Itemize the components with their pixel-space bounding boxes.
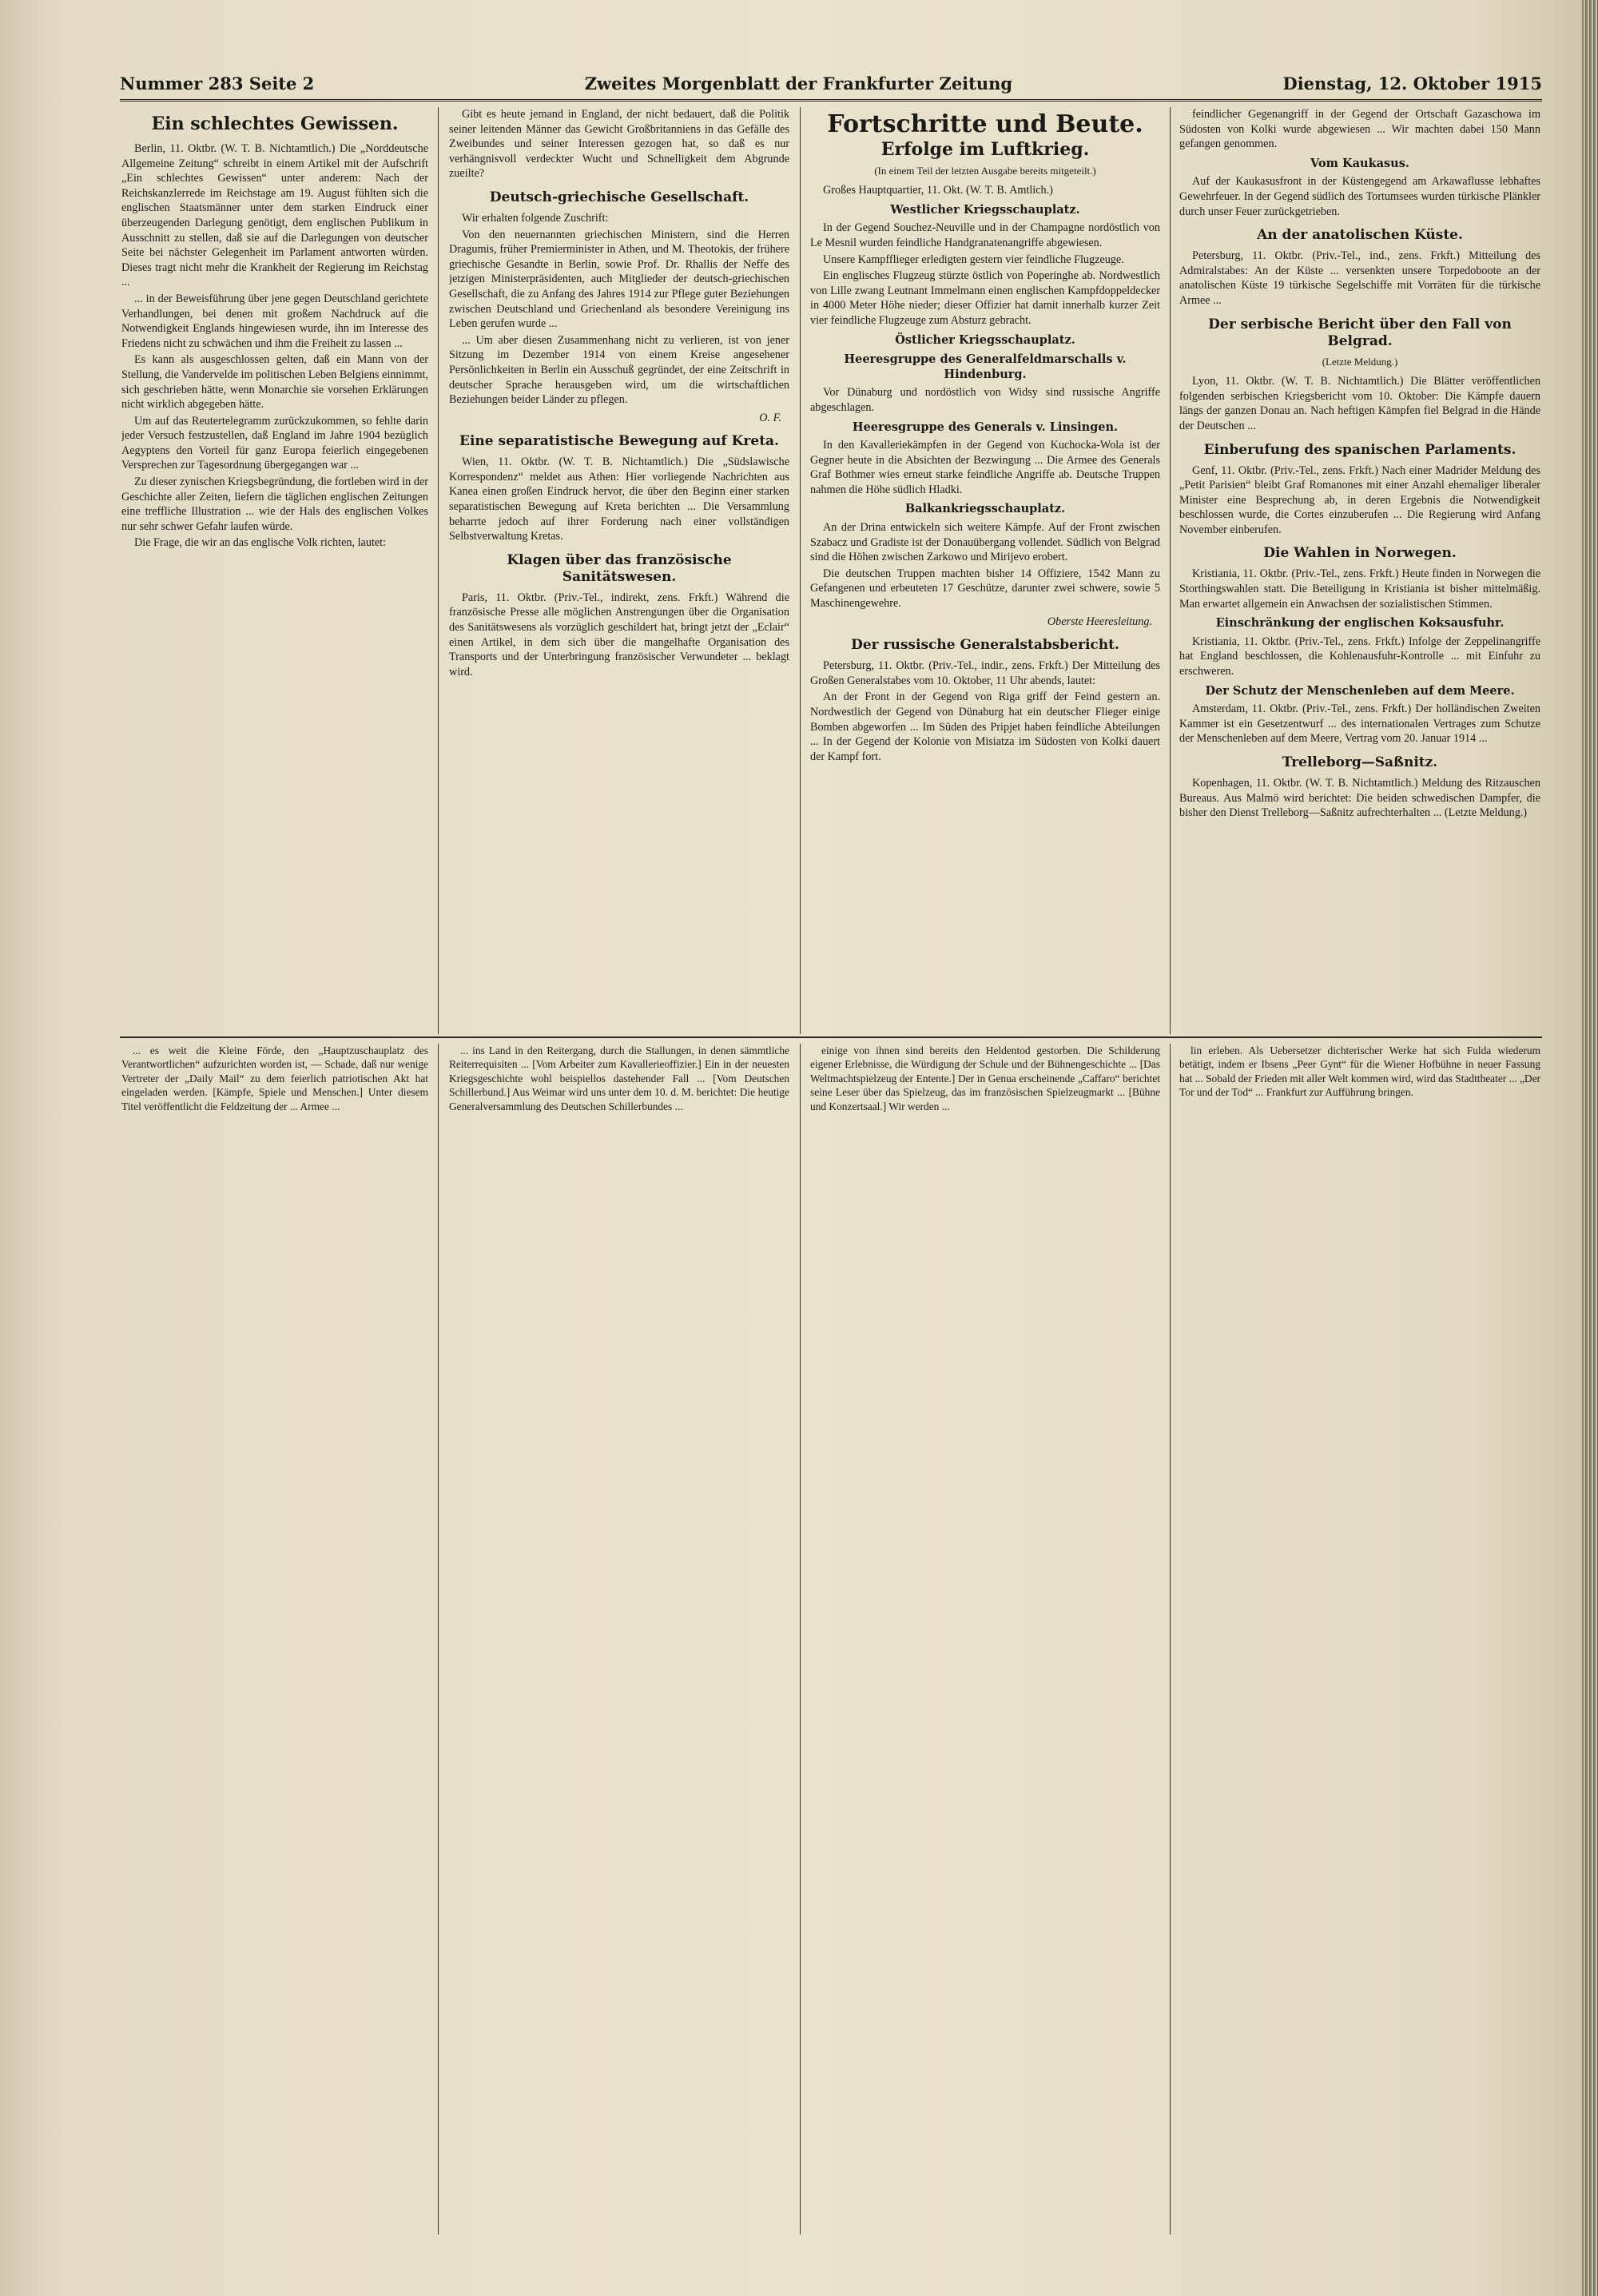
article-title: Die Wahlen in Norwegen. xyxy=(1263,545,1457,562)
feuilleton-paragraph: ... ins Land in den Reitergang, durch die Stallungen, in denen sämmtliche Reiterrequisiten ... [Vom Arbeiter zum Kavallerieoffizier.] Ein in der neuesten Kriegsgeschichte wohl beispiellos dastehender Fall ... [Vom Deutschen Schillerbund.] Aus Weimar wird uns unter dem 10. d. M. berichtet: Die heutige Generalversammlung des Deutschen Schillerbundes ... xyxy=(449,1045,789,1112)
article-title: Der serbische Bericht über den Fall von Belgrad. xyxy=(1208,316,1512,349)
article-paragraph: Wir erhalten folgende Zuschrift: xyxy=(462,211,609,225)
article-paragraph: Von den neuernannten griechischen Ministern, sind die Herren Dragumis, früher Premierminister in Athen, und M. Theotokis, der frühere griechische Gesandte in Berlin, sowie Prof. Dr. Rhallis der Neffe des jetzigen Ministerpräsidenten, auch Mitglieder der deutsch-griechischen Gesellschaft, die zu Anfang des Jahres 1914 zur Pflege guter Beziehungen zwischen Deutschland und Griechenland als besondere Vereinigung ins Leben gerufen wurde ... xyxy=(449,228,789,331)
lead-subheadline: Erfolge im Luftkrieg. xyxy=(880,139,1090,160)
article-paragraph: Berlin, 11. Oktbr. (W. T. B. Nichtamtlich.) Die „Norddeutsche Allgemeine Zeitung“ schreibt in einem Artikel mit der Aufschrift „Ein schlechtes Gewissen“ unter anderem: Nach der Reichskanzlerrede im Reichstage am 19. August fühlten sich die englischen Staatsmänner unter dem starken Eindruck einer überzeugenden Darlegung genötigt, dem englischen Publikum in Ausschnitt zu stellen, daß sie auf die Darlegungen von deutscher Seite bei nächster Gelegenheit im Parlament antworten würden. Dieses tragt nicht mehr die Krankheit der Regierung im Reichstag ... xyxy=(121,142,428,289)
page-stack-edge xyxy=(1582,0,1598,2296)
article-title: Einberufung des spanischen Parlaments. xyxy=(1203,441,1517,458)
article-paragraph: An der Front in der Gegend von Riga griff der Feind gestern an. Nordwestlich der Gegend von Dünaburg hat ein deutscher Flieger einige Bomben abgeworfen ... Im Süden des Pripjet haben feindliche Abteilungen ... In der Gegend der Kolonie von Misiatza im Südosten von Kolki dauert der Kampf fort. xyxy=(810,690,1160,763)
section-heading: Balkankriegsschauplatz. xyxy=(904,502,1066,516)
article-paragraph: ... Um aber diesen Zusammenhang nicht zu verlieren, ist von jener Sitzung im Dezember 1914 von einem Kreise angesehener Persönlichkeiten in Berlin ein Ausschuß gegründet, der eine Zeitschrift in deutscher Sprache herausgeben wird, um die wirtschaftlichen Beziehungen beider Länder zu pflegen. xyxy=(449,333,789,407)
article-paragraph: Die Frage, die wir an das englische Volk richten, lautet: xyxy=(134,536,387,550)
article-paragraph: Zu dieser zynischen Kriegsbegründung, die fortleben wird in der Geschichte aller Zeiten, liefern die täglichen englischen Zeitungen eine treffliche Illustration ... wie der Hals des englischen Volkes nur sehr schwer Gefahr laufen würde. xyxy=(121,476,428,533)
page-header xyxy=(120,69,1542,97)
feuilleton-paragraph: ... es weit die Kleine Förde, den „Hauptzuschauplatz des Verantwortlichen“ aufzurichten worden ist, — Schade, daß nur wenige Vertreter der „Daily Mail“ zu dem feierlich patriotischen Akt hat eingeladen werden. [Kämpfe, Spiele und Menschen.] Unter diesem Titel veröffentlicht die Feldzeitung der ... Armee ... xyxy=(121,1045,428,1112)
article-title: Ein schlechtes Gewissen. xyxy=(151,113,399,134)
column-3 xyxy=(810,107,1160,1034)
feuilleton-paragraph: einige von ihnen sind bereits den Heldentod gestorben. Die Schilderung eigener Erlebnisse, die Würdigung der Schule und der Bühnengeschichte ... [Das Weltmachtspielzeug der Entente.] Der in Genua erscheinende „Caffaro“ berichtet seine Leser über das Spielzeug, das im französischen Spielzeugmarkt ... [Bühne und Konzertsaal.] Wir werden ... xyxy=(810,1045,1160,1112)
column-1 xyxy=(121,107,428,1034)
feuilleton-column-1 xyxy=(121,1044,428,2234)
article-paragraph: Es kann als ausgeschlossen gelten, daß ein Mann von der Stellung, die Vandervelde im politischen Leben Belgiens einnimmt, sich geschrieben hätte, wenn Monarchie sie vorsehen Erklärungen nicht wirklich abgegeben hätte. xyxy=(121,353,428,412)
author-initials: O. F. xyxy=(759,411,781,424)
article-title: Deutsch-griechische Gesellschaft. xyxy=(489,189,749,205)
issue-date: Dienstag, 12. Oktober 1915 xyxy=(1282,73,1542,94)
column-divider xyxy=(800,1044,801,2234)
section-heading: Der Schutz der Menschenleben auf dem Meere. xyxy=(1205,683,1515,698)
article-paragraph: Kristiania, 11. Oktbr. (Priv.-Tel., zens. Frkft.) Heute finden in Norwegen die Storthingswahlen statt. Die Beteiligung in Kristiania ist bisher mittelmäßig. Man erwartet allgemein ein Anwachsen der sozialistischen Stimmen. xyxy=(1179,567,1540,611)
section-heading: Heeresgruppe des Generalfeldmarschalls v. Hindenburg. xyxy=(844,352,1127,381)
article-paragraph: Unsere Kampfflieger erledigten gestern vier feindliche Flugzeuge. xyxy=(823,253,1124,266)
column-divider xyxy=(800,107,801,1034)
lead-headline: Fortschritte und Beute. xyxy=(827,110,1143,138)
article-paragraph: Amsterdam, 11. Oktbr. (Priv.-Tel., zens. Frkft.) Der holländischen Zweiten Kammer ist ein Gesetzentwurf ... des internationalen Vertrages zum Schutze der Menschenleben auf dem Meere, Vertrag vom 20. Januar 1914 ... xyxy=(1179,702,1540,746)
article-paragraph: Gibt es heute jemand in England, der nicht bedauert, daß die Politik seiner leitenden Männer das Gewicht Großbritanniens in das Gefälle des Zweibundes und seiner Interessen gezogen hat, so daß es nur verhängnisvoll verdeckter Wucht und Schnelligkeit dem Abgrunde zueilte? xyxy=(449,108,789,181)
article-paragraph: Petersburg, 11. Oktbr. (Priv.-Tel., indir., zens. Frkft.) Der Mitteilung des Großen Generalstabes vom 10. Oktober, 11 Uhr abends, lautet: xyxy=(810,659,1160,687)
article-paragraph: An der Drina entwickeln sich weitere Kämpfe. Auf der Front zwischen Szabacz und Gradiste ist der Donauübergang vollendet. Südlich von Belgrad sind die Höhen zwischen Zarkowo und Mirijevo erobert. xyxy=(810,521,1160,564)
section-heading: Vom Kaukasus. xyxy=(1310,156,1409,170)
column-divider xyxy=(438,107,439,1034)
article-paragraph: Die deutschen Truppen machten bisher 14 Offiziere, 1542 Mann zu Gefangenen und erbeuteten 17 Geschütze, darunter zwei schwere, sowie 5 Maschinengewehre. xyxy=(810,567,1160,611)
article-paragraph: Um auf das Reutertelegramm zurückzukommen, so fehlte darin jeder Versuch festzustellen, daß England im Jahre 1904 bezüglich Aegyptens den Vorteil für ganz Europa feierlich eingegebenen Versprechen zur Tagesordnung übergegangen war ... xyxy=(121,414,428,472)
header-rule xyxy=(120,99,1542,101)
article-paragraph: Genf, 11. Oktbr. (Priv.-Tel., zens. Frkft.) Nach einer Madrider Meldung des „Petit Parisien“ bleibt Graf Romanones mit einer Anzahl ehemaliger liberaler Minister eine Besprechung ab, in deren Ergebnis die Notwendigkeit beschlossen wurde, die Cortes einzuberufen ... Die Regierung wird Anfang November einberufen. xyxy=(1179,464,1540,536)
article-paragraph: Kopenhagen, 11. Oktbr. (W. T. B. Nichtamtlich.) Meldung des Ritzauschen Bureaus. Aus Malmö wird berichtet: Die beiden schwedischen Dampfer, die bisher den Dienst Trelleborg—Saßnitz aufrechterhalten ... (Letzte Meldung.) xyxy=(1179,777,1540,820)
section-heading: Heeresgruppe des Generals v. Linsingen. xyxy=(852,420,1119,434)
article-paragraph: Auf der Kaukasusfront in der Küstengegend am Arkawaflusse lebhaftes Gewehrfeuer. In der Gegend südlich des Tortumsees wurden türkische Plänkler durch unser Feuer zurückgetrieben. xyxy=(1179,175,1540,218)
article-paragraph: feindlicher Gegenangriff in der Gegend der Ortschaft Gazaschowa im Südosten von Kolki wurde abgewiesen ... Wir machten dabei 150 Mann gefangen genommen. xyxy=(1179,108,1540,151)
article-title: Der russische Generalstabsbericht. xyxy=(851,637,1119,654)
newspaper-title: Zweites Morgenblatt der Frankfurter Zeitung xyxy=(584,73,1013,94)
article-paragraph: Paris, 11. Oktbr. (Priv.-Tel., indirekt, zens. Frkft.) Während die französische Presse alle möglichen Anstrengungen über die Organisation des Sanitätswesens als vorzüglich geschildert hat, bringt jetzt der „Eclair“ einen Artikel, in dem sich über die mangelhafte Organisation des Transports und der Unterbringung französischer Verwundeter ... beklagt wird. xyxy=(449,591,789,678)
column-divider xyxy=(1170,107,1171,1034)
article-title: Trelleborg—Saßnitz. xyxy=(1282,754,1438,770)
section-heading: Östlicher Kriegsschauplatz. xyxy=(895,332,1075,347)
feuilleton-column-3 xyxy=(810,1044,1160,2234)
signature: Oberste Heeresleitung. xyxy=(1047,615,1152,628)
section-heading: Westlicher Kriegsschauplatz. xyxy=(890,202,1080,217)
editorial-note: (Letzte Meldung.) xyxy=(1322,355,1398,368)
article-paragraph: Vor Dünaburg und nordöstlich von Widsy sind russische Angriffe abgeschlagen. xyxy=(810,386,1160,414)
section-heading: Einschränkung der englischen Koksausfuhr. xyxy=(1215,616,1505,631)
article-title: Klagen über das französische Sanitätswesen. xyxy=(507,551,732,585)
editorial-note: (In einem Teil der letzten Ausgabe bereits mitgeteilt.) xyxy=(874,164,1096,177)
column-4 xyxy=(1179,107,1540,1034)
article-paragraph: Ein englisches Flugzeug stürzte östlich von Poperinghe ab. Nordwestlich von Lille zwang Leutnant Immelmann einen englischen Kampfdoppeldecker in 4000 Meter Höhe nieder; dieser Offizier hat damit innerhalb kurzer Zeit vier feindliche Flugzeuge zum Absturz gebracht. xyxy=(810,269,1160,327)
article-paragraph: In den Kavalleriekämpfen in der Gegend von Kuchocka-Wola ist der Gegner heute in die Absichten der Bezwingung ... Die Armee des Generals Graf Bothmer wies erneut starke feindliche Angriffe ab. Deutsche Truppen nahmen die Höhe südlich Hladki. xyxy=(810,439,1160,496)
article-paragraph: Wien, 11. Oktbr. (W. T. B. Nichtamtlich.) Die „Südslawische Korrespondenz“ meldet aus Athen: Hier vorliegende Nachrichten aus Kanea einen großen Eindruck hervor, die über den Beginn einer starken separatistischen Bewegung auf Kreta berichten ... Die Versammlung beharrte jedoch auf ihrer Forderung nach einer vollständigen Selbstverwaltung Kretas. xyxy=(449,456,789,543)
article-title: Eine separatistische Bewegung auf Kreta. xyxy=(459,433,779,450)
feuilleton-column-2 xyxy=(449,1044,789,2234)
feuilleton-paragraph: lin erleben. Als Uebersetzer dichterischer Werke hat sich Fulda wiederum betätigt, indem er Ibsens „Peer Gynt“ für die Wiener Hofbühne in neuer Fassung hat ... Sobald der Frieden mit aller Welt kommen wird, wird das Stadttheater ... „Der Tor und der Tod“ ... Frankfurt zur Aufführung bringen. xyxy=(1179,1045,1540,1099)
article-paragraph: Kristiania, 11. Oktbr. (Priv.-Tel., zens. Frkft.) Infolge der Zeppelinangriffe hat England beschlossen, die Kohlenausfuhr-Kontrolle ... mit Einfuhr zu erschweren. xyxy=(1179,635,1540,678)
feuilleton-rule xyxy=(120,1037,1542,1038)
article-paragraph: Lyon, 11. Oktbr. (W. T. B. Nichtamtlich.) Die Blätter veröffentlichen folgenden serbischen Kriegsbericht vom 10. Oktober: Die Kämpfe dauern längs der ganzen Donau an. Nach heftigen Kämpfen fiel Belgrad in die Hände der Deutschen ... xyxy=(1179,375,1540,432)
column-divider xyxy=(438,1044,439,2234)
column-divider xyxy=(1170,1044,1171,2234)
dateline: Großes Hauptquartier, 11. Okt. (W. T. B. Amtlich.) xyxy=(823,184,1053,197)
feuilleton-column-4 xyxy=(1179,1044,1540,2234)
article-title: An der anatolischen Küste. xyxy=(1257,227,1463,244)
issue-number: Nummer 283 Seite 2 xyxy=(120,73,315,94)
article-paragraph: Petersburg, 11. Oktbr. (Priv.-Tel., ind., zens. Frkft.) Mitteilung des Admiralstabes: An der Küste ... versenkten unsere Torpedoboote an der anatolischen Küste 19 türkische Segelschiffe mit Vorräten für die türkische Armee ... xyxy=(1179,249,1540,307)
article-paragraph: ... in der Beweisführung über jene gegen Deutschland gerichtete Verhandlungen, bei denen mit großem Nachdruck auf die Notwendigkeit Englands hingewiesen wurde, ihn im Interesse des Friedens nicht zu schwächen und ihm die Freiheit zu lassen ... xyxy=(121,292,428,350)
article-paragraph: In der Gegend Souchez-Neuville und in der Champagne nordöstlich von Le Mesnil wurden feindliche Handgranatenangriffe abgewiesen. xyxy=(810,221,1160,249)
column-2 xyxy=(449,107,789,1034)
